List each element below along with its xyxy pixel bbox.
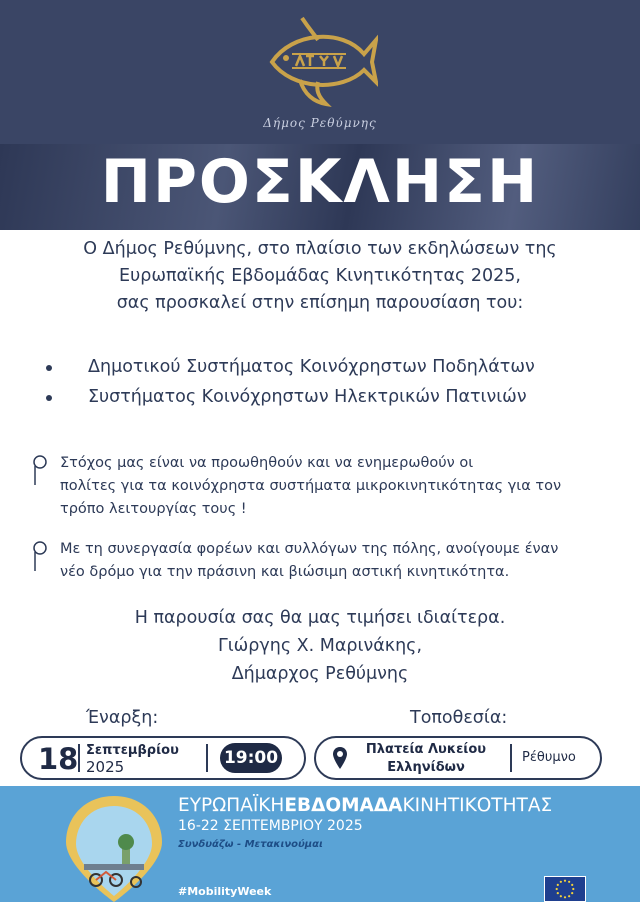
mobility-week-banner — [0, 786, 640, 902]
location-pin-outline-icon — [32, 454, 48, 486]
title-part: ΚΙΝΗΤΙΚΟΤΗΤΑΣ — [402, 795, 553, 816]
location-pill — [314, 736, 602, 780]
title-part: ΕΒΔΟΜΑΔΑ — [284, 795, 403, 816]
place-line: Πλατεία Λυκείου — [365, 742, 487, 757]
location-pin-outline-icon — [32, 540, 48, 572]
divider — [206, 744, 208, 772]
place-line: Ελληνίδων — [387, 760, 465, 775]
start-label: Έναρξη: — [86, 708, 159, 728]
mayor-name: Γιώργης Χ. Μαρινάκης, — [217, 636, 423, 656]
intro-line: Ευρωπαϊκής Εβδομάδας Κινητικότητας 2025, — [119, 266, 521, 286]
closing-line: Η παρουσία σας θα μας τιμήσει ιδιαίτερα. — [134, 608, 506, 628]
mobility-week-pin-illustration-icon — [58, 792, 170, 902]
paragraph-line: τρόπο λειτουργίας τους ! — [60, 501, 247, 517]
presentation-list — [40, 352, 620, 412]
title-part: ΕΥΡΩΠΑΪΚΗ — [178, 795, 285, 816]
event-year: 2025 — [86, 758, 125, 776]
paragraph-line: πολίτες για τα κοινόχρηστα συστήματα μικροκινητικότητας για τον — [60, 478, 562, 494]
intro-text — [20, 236, 620, 317]
paragraph-line: Στόχος μας είναι να προωθηθούν και να ενημερωθούν οι — [60, 455, 474, 471]
intro-line: σας προσκαλεί στην επίσημη παρουσίαση του: — [116, 293, 524, 313]
municipality-logo-icon — [262, 10, 378, 110]
paragraph-line: Με τη συνεργασία φορέων και συλλόγων της πόλης, ανοίγουμε έναν — [60, 541, 559, 557]
list-item: Συστήματος Κοινόχρηστων Ηλεκτρικών Πατινιών — [40, 382, 620, 412]
paragraph-line: νέο δρόμο για την πράσινη και βιώσιμη αστική κινητικότητα. — [60, 564, 510, 580]
divider — [510, 744, 512, 772]
date-time-pill — [20, 736, 306, 780]
page-title: ΠΡΟΣΚΛΗΣΗ — [100, 147, 540, 217]
event-place — [356, 741, 496, 777]
intro-line: Ο Δήμος Ρεθύμνης, στο πλαίσιο των εκδηλώσεων της — [83, 239, 557, 259]
mobility-week-title — [178, 795, 552, 816]
mobility-week-slogan: Συνδυάζω - Μετακινούμαι — [178, 839, 323, 850]
mobility-week-dates: 16-22 ΣΕΠΤΕΜΒΡΙΟΥ 2025 — [178, 818, 363, 834]
list-item: Δημοτικού Συστήματος Κοινόχρηστων Ποδηλάτων — [40, 352, 620, 382]
mayor-title: Δήμαρχος Ρεθύμνης — [231, 664, 409, 684]
closing-text — [0, 604, 640, 688]
header-banner — [0, 0, 640, 230]
municipality-signature: Δήμος Ρεθύμνης — [263, 116, 377, 130]
event-time-badge: 19:00 — [220, 743, 282, 773]
map-pin-icon — [332, 746, 348, 770]
event-month: Σεπτεμβρίου — [86, 743, 179, 758]
eu-flag-icon — [544, 876, 586, 902]
mobility-week-hashtag: #MobilityWeek — [178, 885, 272, 898]
event-city: Ρέθυμνο — [522, 750, 576, 765]
cooperation-paragraph — [32, 538, 622, 584]
goal-paragraph — [32, 452, 622, 521]
event-day: 18 — [38, 742, 79, 776]
divider — [78, 744, 80, 772]
location-label: Τοποθεσία: — [410, 708, 508, 728]
